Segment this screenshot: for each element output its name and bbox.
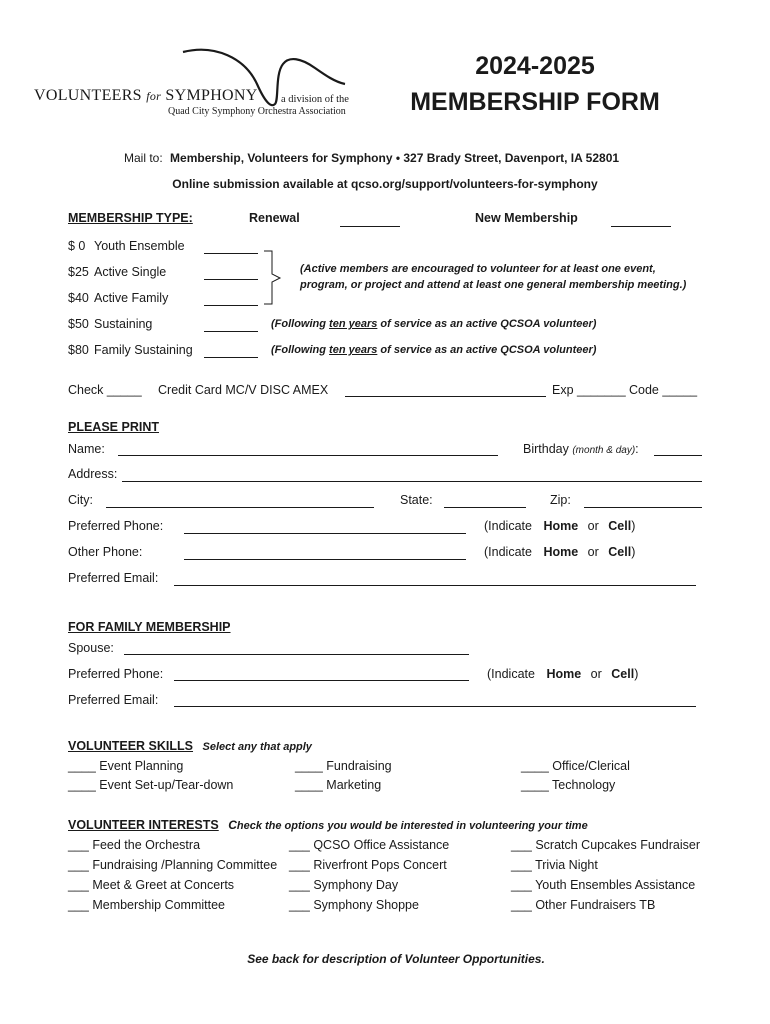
exp-field[interactable]: Exp _______	[552, 383, 626, 397]
op-home: Home	[543, 545, 579, 559]
type-price-sustaining: $50	[68, 317, 89, 331]
type-blank-youth[interactable]	[204, 253, 258, 254]
logo-division: a division of the	[281, 94, 349, 105]
op-or: or	[587, 545, 599, 559]
fam-sustain-note-pre: (Following	[271, 344, 330, 356]
other-phone-indicate	[484, 545, 635, 559]
interests-heading: VOLUNTEER INTERESTS	[68, 818, 219, 832]
interest-symphony-day[interactable]: ___ Symphony Day	[289, 878, 399, 892]
other-phone-input[interactable]	[184, 559, 466, 560]
active-note-1: (Active members are encouraged to volunteer for at least one event,	[300, 263, 656, 275]
family-phone-indicate	[487, 667, 638, 681]
fam-sustain-note-years: ten years	[329, 344, 378, 356]
birthday-label: Birthday	[523, 442, 569, 456]
logo-association: Quad City Symphony Orchestra Association	[168, 106, 346, 117]
pref-email-input[interactable]	[174, 585, 696, 586]
type-price-family-sustaining: $80	[68, 343, 89, 357]
footer-note: See back for description of Volunteer Opportunities.	[247, 952, 545, 966]
pp-home: Home	[543, 519, 579, 533]
pp-or: or	[587, 519, 599, 533]
logo-for: for	[146, 89, 162, 103]
family-heading: FOR FAMILY MEMBERSHIP	[68, 620, 231, 634]
sustain-note-post: of service as an active QCSOA volunteer)	[377, 318, 597, 330]
family-sustaining-note	[271, 344, 596, 356]
interest-membership-committee[interactable]: ___ Membership Committee	[68, 898, 226, 912]
code-field[interactable]: Code _____	[629, 383, 698, 397]
pref-phone-input[interactable]	[184, 533, 466, 534]
fam-sustain-note-post: of service as an active QCSOA volunteer)	[377, 344, 597, 356]
skill-event-planning[interactable]: ____ Event Planning	[68, 759, 184, 773]
interest-scratch-cupcakes[interactable]: ___ Scratch Cupcakes Fundraiser	[511, 838, 700, 852]
type-label-family-sustaining: Family Sustaining	[94, 343, 193, 357]
type-label-sustaining: Sustaining	[94, 317, 153, 331]
birthday-input[interactable]	[654, 455, 702, 456]
pp-cell: Cell	[608, 519, 632, 533]
new-membership-blank[interactable]	[611, 226, 671, 227]
type-label-family: Active Family	[94, 291, 169, 305]
family-pref-phone-input[interactable]	[174, 680, 469, 681]
interest-youth-ensembles[interactable]: ___ Youth Ensembles Assistance	[511, 878, 696, 892]
fp-or: or	[590, 667, 602, 681]
zip-label: Zip:	[550, 493, 571, 507]
fp-home: Home	[546, 667, 582, 681]
pref-phone-indicate	[484, 519, 635, 533]
interest-riverfront-pops[interactable]: ___ Riverfront Pops Concert	[289, 858, 447, 872]
interest-office-assistance[interactable]: ___ QCSO Office Assistance	[289, 838, 450, 852]
type-label-single: Active Single	[94, 265, 167, 279]
birthday-hint: (month & day)	[572, 445, 636, 456]
state-input[interactable]	[444, 507, 526, 508]
spouse-input[interactable]	[124, 654, 469, 655]
name-label: Name:	[68, 442, 105, 456]
op-indicate: (Indicate	[484, 545, 532, 559]
pp-close: )	[631, 519, 636, 533]
skill-marketing[interactable]: ____ Marketing	[295, 778, 382, 792]
online-submission: Online submission available at qcso.org/support/volunteers-for-symphony	[172, 177, 598, 191]
active-bracket	[262, 249, 292, 307]
skills-hint: Select any that apply	[202, 741, 312, 753]
credit-card-label: Credit Card MC/V DISC AMEX	[158, 383, 329, 397]
sustain-note-years: ten years	[329, 318, 378, 330]
skills-heading: VOLUNTEER SKILLS	[68, 739, 194, 753]
type-blank-family[interactable]	[204, 305, 258, 306]
please-print-heading: PLEASE PRINT	[68, 420, 159, 434]
skill-technology[interactable]: ____ Technology	[521, 778, 616, 792]
city-label: City:	[68, 493, 93, 507]
active-note-2: program, or project and attend at least one general membership meeting.)	[300, 279, 687, 291]
pref-email-label: Preferred Email:	[68, 571, 159, 585]
form-title: MEMBERSHIP FORM	[410, 88, 660, 116]
family-pref-phone-label: Preferred Phone:	[68, 667, 164, 681]
type-label-youth: Youth Ensemble	[94, 239, 185, 253]
spouse-label: Spouse:	[68, 641, 114, 655]
renewal-label: Renewal	[249, 211, 300, 225]
logo-volunteers: VOLUNTEERS	[34, 87, 142, 104]
fp-indicate: (Indicate	[487, 667, 535, 681]
interest-fundraising-planning[interactable]: ___ Fundraising /Planning Committee	[68, 858, 278, 872]
type-blank-family-sustaining[interactable]	[204, 357, 258, 358]
pp-indicate: (Indicate	[484, 519, 532, 533]
logo-symphony: SYMPHONY	[165, 87, 258, 104]
sustain-note-pre: (Following	[271, 318, 330, 330]
interest-symphony-shoppe[interactable]: ___ Symphony Shoppe	[289, 898, 419, 912]
name-input[interactable]	[118, 455, 498, 456]
other-phone-label: Other Phone:	[68, 545, 143, 559]
interest-other-fundraisers[interactable]: ___ Other Fundraisers TB	[511, 898, 656, 912]
interests-hint-first: C	[228, 818, 237, 832]
family-pref-email-label: Preferred Email:	[68, 693, 159, 707]
type-price-single: $25	[68, 265, 89, 279]
state-label: State:	[400, 493, 433, 507]
type-blank-sustaining[interactable]	[204, 331, 258, 332]
type-price-youth: $ 0	[68, 239, 86, 253]
interests-hint: heck the options you would be interested in volunteering your time	[236, 820, 588, 832]
op-close: )	[631, 545, 636, 559]
form-year: 2024-2025	[475, 52, 595, 80]
mail-address: Membership, Volunteers for Symphony • 327 Brady Street, Davenport, IA 52801	[170, 151, 620, 165]
skill-office-clerical[interactable]: ____ Office/Clerical	[521, 759, 630, 773]
type-price-family: $40	[68, 291, 89, 305]
op-cell: Cell	[608, 545, 632, 559]
fp-cell: Cell	[611, 667, 635, 681]
fp-close: )	[634, 667, 639, 681]
pref-phone-label: Preferred Phone:	[68, 519, 164, 533]
address-label: Address:	[68, 467, 118, 481]
interest-feed-orchestra[interactable]: ___ Feed the Orchestra	[68, 838, 201, 852]
card-number-blank[interactable]	[345, 396, 546, 397]
type-blank-single[interactable]	[204, 279, 258, 280]
zip-input[interactable]	[584, 507, 702, 508]
membership-type-heading: MEMBERSHIP TYPE:	[68, 211, 193, 225]
check-field[interactable]: Check _____	[68, 383, 142, 397]
new-membership-label: New Membership	[475, 211, 578, 225]
sustaining-note	[271, 318, 596, 330]
mail-label: Mail to:	[124, 151, 163, 165]
interest-meet-greet[interactable]: ___ Meet & Greet at Concerts	[68, 878, 235, 892]
family-pref-email-input[interactable]	[174, 706, 696, 707]
skill-event-setup[interactable]: ____ Event Set-up/Tear-down	[68, 778, 234, 792]
interest-trivia-night[interactable]: ___ Trivia Night	[511, 858, 598, 872]
address-input[interactable]	[122, 481, 702, 482]
skill-fundraising[interactable]: ____ Fundraising	[295, 759, 392, 773]
city-input[interactable]	[106, 507, 374, 508]
renewal-blank[interactable]	[340, 226, 400, 227]
